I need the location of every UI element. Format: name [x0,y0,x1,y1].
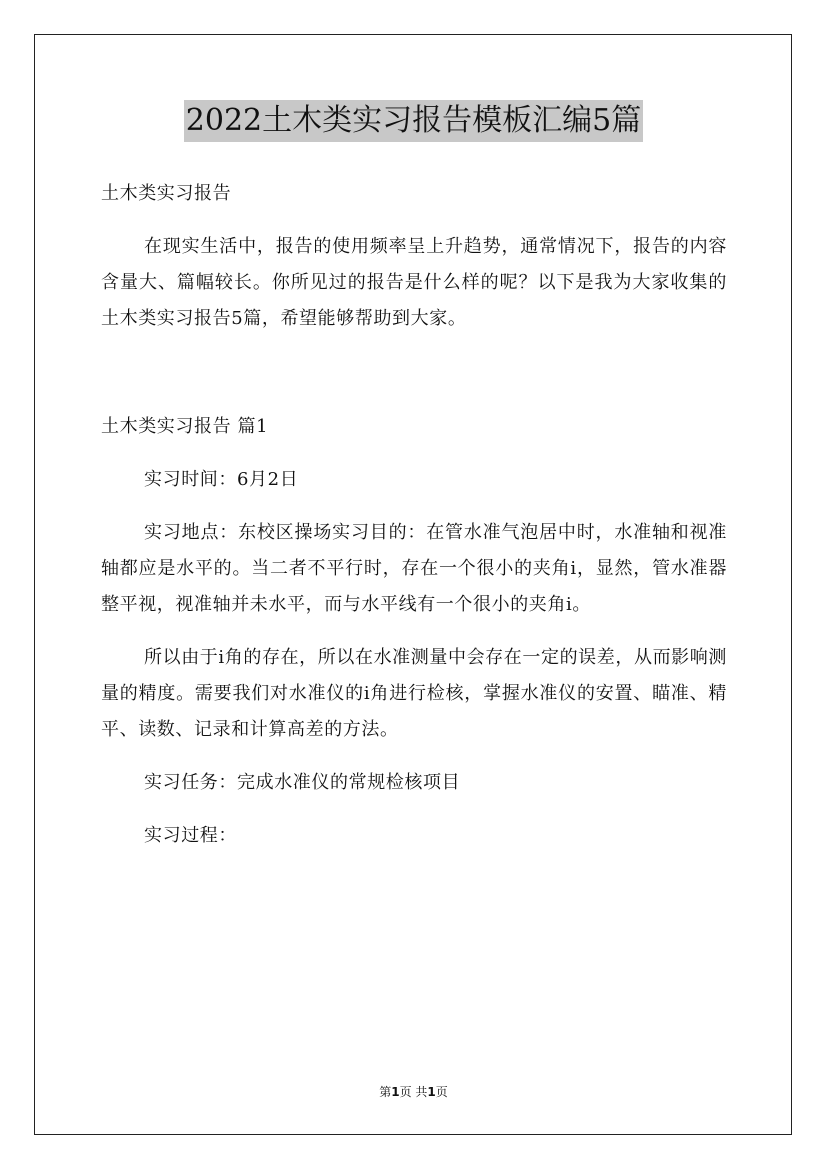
paragraph-i-angle: 所以由于i角的存在，所以在水准测量中会存在一定的误差，从而影响测量的精度。需要我们对水准仪的i角进行检核，掌握水准仪的安置、瞄准、精平、读数、记录和计算高差的方法。 [101,647,727,740]
paragraph-location-purpose: 实习地点：东校区操场实习目的：在管水准气泡居中时，水准轴和视准轴都应是水平的。当二者不平行时，存在一个很小的夹角i，显然，管水准器整平视，视准轴并未水平，而与水平线有一个很小的夹角i。 [101,522,727,615]
page-footer [0,1083,827,1100]
footer-suffix: 页 [435,1085,448,1099]
title-container [0,100,827,142]
footer-page-current: 1 [391,1085,400,1099]
footer-page-total: 1 [427,1085,436,1099]
paragraph-task: 实习任务：完成水准仪的常规检核项目 [144,772,461,793]
paragraph-time: 实习时间：6月2日 [144,469,299,490]
footer-prefix: 第 [379,1085,392,1099]
document-title: 2022土木类实习报告模板汇编5篇 [184,100,643,142]
paragraph-process: 实习过程： [144,825,237,846]
intro-heading: 土木类实习报告 [101,183,232,204]
footer-mid: 页 共 [399,1085,428,1099]
document-body [101,176,727,854]
section-heading: 土木类实习报告 篇1 [101,416,269,437]
intro-paragraph: 在现实生活中，报告的使用频率呈上升趋势，通常情况下，报告的内容含量大、篇幅较长。你所见过的报告是什么样的呢？以下是我为大家收集的土木类实习报告5篇，希望能够帮助到大家。 [101,236,727,329]
